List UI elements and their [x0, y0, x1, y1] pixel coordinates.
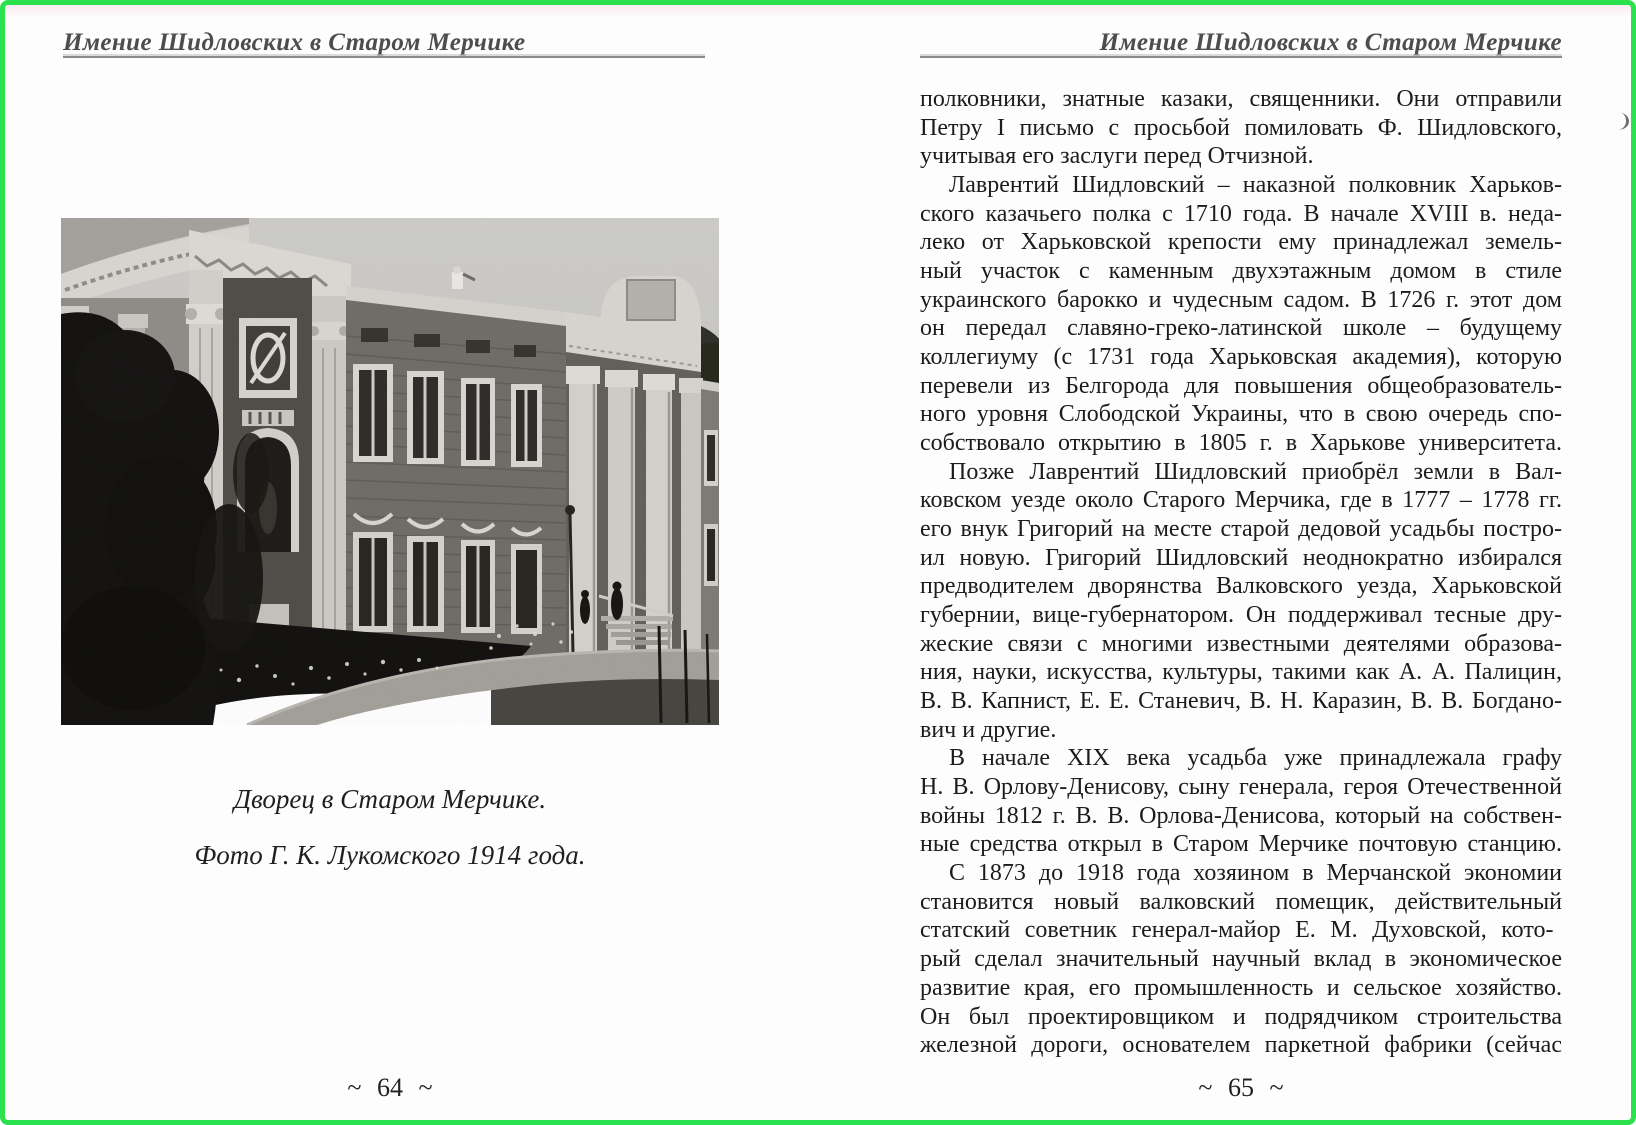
body-line: полковники, знатные казаки, священники. Они отправили: [920, 86, 1562, 112]
body-line: Лаврентий Шидловский – наказной полковник Харьков-: [949, 172, 1562, 199]
body-line: ил новую. Григорий Шидловский неоднократно избирался: [920, 544, 1562, 571]
left-running-header: Имение Шидловских в Старом Мерчике: [63, 29, 526, 56]
body-line: С 1873 до 1918 года хозяином в Мерчанской экономии: [949, 860, 1562, 887]
body-line: перевели из Белгорода для повышения общеобразователь-: [920, 372, 1562, 399]
photo-caption-line1: Дворец в Старом Мерчике.: [233, 784, 547, 814]
body-line: украинского барокко и чудесным садом. В 1726 г. этот дом: [920, 286, 1562, 313]
body-line: ния, науки, искусства, культуры, такими как А. А. Палицин,: [920, 659, 1562, 686]
body-line: Он был проектировщиком и подрядчиком строительства: [920, 1003, 1562, 1030]
left-page-number: ~ 64 ~: [347, 1073, 433, 1102]
body-line: В начале XIX века усадьба уже принадлежала графу: [949, 745, 1562, 772]
body-line: ные средства открыл в Старом Мерчике почтовую станцию.: [920, 831, 1562, 858]
scan-speck-artifact: [1617, 112, 1630, 130]
body-line: вич и другие.: [920, 716, 1057, 743]
body-line: войны 1812 г. В. В. Орлова-Денисова, который на собствен-: [920, 802, 1562, 829]
body-line: Петру I письмо с просьбой помиловать Ф. Шидловского,: [920, 114, 1562, 141]
body-line: предводителем дворянства Валковского уезда, Харьковской: [920, 573, 1562, 600]
scan-tint: [5, 5, 1631, 19]
left-header-rule: [63, 56, 705, 58]
body-line: леко от Харьковской крепости ему принадлежал земель-: [920, 229, 1562, 256]
body-line: железной дороги, основателем паркетной фабрики (сейчас: [920, 1032, 1562, 1059]
body-line: жеские связи с многими известными деятелями образова-: [920, 630, 1562, 657]
body-line: губернии, вице-губернатором. Он поддерживал тесные дру-: [920, 602, 1562, 629]
body-line: Н. В. Орлову-Денисову, сыну генерала, героя Отечественной: [920, 774, 1562, 801]
body-line: развитие края, его промышленность и сельское хозяйство.: [920, 974, 1562, 1001]
body-line: ного уровня Слободской Украины, что в свою очередь спо-: [920, 401, 1562, 428]
body-line: учитывая его заслуги перед Отчизной.: [920, 143, 1314, 170]
body-line: статский советник генерал-майор Е. М. Духовской, кото-: [920, 917, 1554, 944]
body-line: он передал славяно-греко-латинской школе – будущему: [920, 315, 1562, 342]
body-line: рый сделал значительный научный вклад в экономическое: [920, 946, 1562, 973]
photo-caption-line2: Фото Г. К. Лукомского 1914 года.: [194, 840, 586, 870]
body-line: ный участок с каменным двухэтажным домом в стиле: [920, 258, 1562, 285]
body-line: коллегиуму (с 1731 года Харьковская академия), которую: [920, 344, 1562, 371]
body-line: его внук Григорий на месте старой дедовой усадьбы постро-: [920, 516, 1562, 543]
right-page-number: ~ 65 ~: [1198, 1073, 1284, 1102]
palace-photo: [61, 218, 719, 725]
right-running-header: Имение Шидловских в Старом Мерчике: [1099, 29, 1562, 56]
body-line: ского казачьего полка с 1710 года. В начале XVIII в. неда-: [920, 200, 1562, 227]
right-header-rule: [920, 56, 1562, 58]
body-line: ковском уезде около Старого Мерчика, где в 1777 – 1778 гг.: [920, 487, 1562, 514]
body-line: Позже Лаврентий Шидловский приобрёл земли в Вал-: [949, 458, 1562, 485]
body-text: [920, 85, 1562, 1060]
body-line: В. В. Капнист, Е. Е. Станевич, В. Н. Каразин, В. В. Богдано-: [920, 688, 1562, 715]
palace-photo-graphic: [61, 218, 719, 725]
body-line: собствовало открытию в 1805 г. в Харькове университета.: [920, 430, 1562, 457]
body-line: становится новый валковский помещик, действительный: [920, 888, 1562, 915]
